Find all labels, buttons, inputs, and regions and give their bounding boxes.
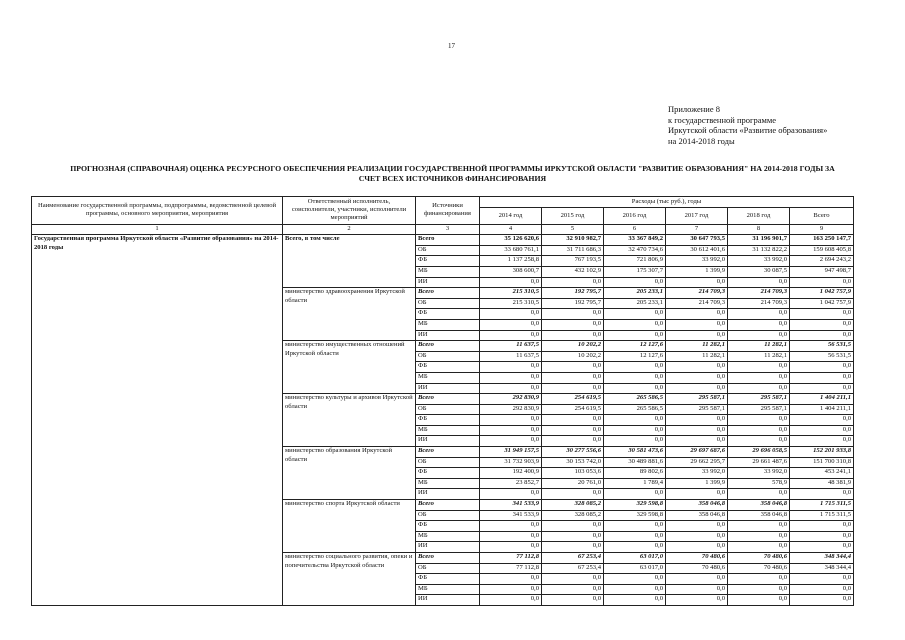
- source-cell: ИИ: [416, 436, 480, 447]
- year-value-cell: 0,0: [604, 436, 666, 447]
- year-value-cell: 295 587,1: [666, 404, 728, 415]
- source-cell: ИИ: [416, 277, 480, 288]
- year-value-cell: 0,0: [480, 542, 542, 553]
- year-value-cell: 0,0: [604, 584, 666, 595]
- header-year-2016: 2016 год: [604, 207, 666, 224]
- col-number: 4: [480, 224, 542, 235]
- total-value-cell: 1 715 311,5: [790, 500, 854, 511]
- year-value-cell: 33 992,0: [666, 468, 728, 479]
- year-value-cell: 11 282,1: [728, 351, 790, 362]
- year-value-cell: 77 112,8: [480, 563, 542, 574]
- year-value-cell: 0,0: [666, 542, 728, 553]
- year-value-cell: 329 598,8: [604, 510, 666, 521]
- total-value-cell: 1 042 757,9: [790, 298, 854, 309]
- total-value-cell: 1 042 757,9: [790, 288, 854, 299]
- year-value-cell: 0,0: [542, 425, 604, 436]
- year-value-cell: 254 619,5: [542, 404, 604, 415]
- heading-line: ПРОГНОЗНАЯ (СПРАВОЧНАЯ) ОЦЕНКА РЕСУРСНОГО ОБЕСПЕЧЕНИЯ РЕАЛИЗАЦИИ ГОСУДАРСТВЕННОЙ ПРОГРАММЫ ИРКУТСКОЙ ОБЛАСТИ "РАЗВИТИЕ ОБРАЗОВАНИЯ" НА 2014-2018 ГОДЫ ЗА: [70, 164, 835, 173]
- year-value-cell: 0,0: [480, 383, 542, 394]
- year-value-cell: 0,0: [542, 372, 604, 383]
- year-value-cell: 0,0: [728, 383, 790, 394]
- year-value-cell: 0,0: [666, 415, 728, 426]
- year-value-cell: 0,0: [604, 595, 666, 606]
- year-value-cell: 0,0: [728, 489, 790, 500]
- year-value-cell: 0,0: [728, 595, 790, 606]
- year-value-cell: 0,0: [480, 372, 542, 383]
- year-value-cell: 0,0: [666, 372, 728, 383]
- source-cell: Всего: [416, 447, 480, 458]
- appendix-line: на 2014-2018 годы: [668, 135, 735, 146]
- col-number: 1: [32, 224, 283, 235]
- total-value-cell: 1 404 211,1: [790, 394, 854, 405]
- year-value-cell: 341 533,9: [480, 510, 542, 521]
- year-value-cell: 295 587,1: [728, 394, 790, 405]
- year-value-cell: 63 017,0: [604, 553, 666, 564]
- year-value-cell: 30 087,5: [728, 266, 790, 277]
- executor-cell: министерство имущественных отношений Иркутской области: [283, 341, 416, 394]
- total-value-cell: 0,0: [790, 436, 854, 447]
- year-value-cell: 0,0: [480, 436, 542, 447]
- year-value-cell: 358 046,8: [728, 510, 790, 521]
- year-value-cell: 214 709,3: [666, 298, 728, 309]
- year-value-cell: 0,0: [542, 574, 604, 585]
- year-value-cell: 0,0: [604, 531, 666, 542]
- header-row: [32, 197, 854, 208]
- year-value-cell: 0,0: [666, 425, 728, 436]
- year-value-cell: 0,0: [604, 330, 666, 341]
- source-cell: МБ: [416, 425, 480, 436]
- total-value-cell: 152 201 933,8: [790, 447, 854, 458]
- year-value-cell: 0,0: [604, 521, 666, 532]
- year-value-cell: 70 480,6: [666, 553, 728, 564]
- year-value-cell: 0,0: [542, 521, 604, 532]
- page-number: 17: [448, 42, 455, 50]
- year-value-cell: 0,0: [666, 531, 728, 542]
- col-number: 2: [283, 224, 416, 235]
- source-cell: ОБ: [416, 351, 480, 362]
- year-value-cell: 89 802,6: [604, 468, 666, 479]
- year-value-cell: 0,0: [728, 584, 790, 595]
- year-value-cell: 103 053,6: [542, 468, 604, 479]
- total-value-cell: 0,0: [790, 425, 854, 436]
- year-value-cell: 0,0: [542, 383, 604, 394]
- year-value-cell: 11 282,1: [666, 341, 728, 352]
- total-value-cell: 163 250 147,7: [790, 235, 854, 246]
- header-executor: Ответственный исполнитель, соисполнители, участники, исполнители мероприятий: [283, 197, 416, 225]
- year-value-cell: 767 193,5: [542, 256, 604, 267]
- year-value-cell: 0,0: [480, 531, 542, 542]
- header-year-2018: 2018 год: [728, 207, 790, 224]
- year-value-cell: 0,0: [542, 309, 604, 320]
- total-value-cell: 0,0: [790, 584, 854, 595]
- col-number: 9: [790, 224, 854, 235]
- year-value-cell: 31 732 903,9: [480, 457, 542, 468]
- year-value-cell: 67 253,4: [542, 563, 604, 574]
- year-value-cell: 0,0: [666, 383, 728, 394]
- table-row: [32, 235, 854, 246]
- year-value-cell: 12 127,6: [604, 351, 666, 362]
- year-value-cell: 1 789,4: [604, 478, 666, 489]
- year-value-cell: 67 253,4: [542, 553, 604, 564]
- year-value-cell: 254 619,5: [542, 394, 604, 405]
- source-cell: ОБ: [416, 404, 480, 415]
- year-value-cell: 30 647 793,5: [666, 235, 728, 246]
- source-cell: Всего: [416, 500, 480, 511]
- year-value-cell: 0,0: [604, 277, 666, 288]
- year-value-cell: 31 132 822,2: [728, 245, 790, 256]
- total-value-cell: 348 344,4: [790, 563, 854, 574]
- year-value-cell: 11 282,1: [666, 351, 728, 362]
- total-value-cell: 56 531,5: [790, 341, 854, 352]
- year-value-cell: 0,0: [604, 309, 666, 320]
- year-value-cell: 0,0: [604, 542, 666, 553]
- year-value-cell: 295 587,1: [666, 394, 728, 405]
- source-cell: МБ: [416, 478, 480, 489]
- total-value-cell: 348 344,4: [790, 553, 854, 564]
- source-cell: ФБ: [416, 256, 480, 267]
- appendix-line: к государственной программе: [668, 114, 777, 125]
- column-numbers-row: [32, 224, 854, 235]
- executor-cell: министерство культуры и архивов Иркутской области: [283, 394, 416, 447]
- year-value-cell: 341 533,9: [480, 500, 542, 511]
- header-total: Всего: [790, 207, 854, 224]
- year-value-cell: 0,0: [480, 415, 542, 426]
- year-value-cell: 0,0: [728, 521, 790, 532]
- heading-line: СЧЕТ ВСЕХ ИСТОЧНИКОВ ФИНАНСИРОВАНИЯ: [358, 174, 547, 183]
- year-value-cell: 33 680 761,1: [480, 245, 542, 256]
- year-value-cell: 0,0: [728, 436, 790, 447]
- total-value-cell: 0,0: [790, 277, 854, 288]
- total-value-cell: 453 241,1: [790, 468, 854, 479]
- program-name-cell: Государственная программа Иркутской области «Развитие образования» на 2014-2018 годы: [32, 235, 283, 606]
- year-value-cell: 0,0: [542, 415, 604, 426]
- source-cell: ОБ: [416, 245, 480, 256]
- col-number: 3: [416, 224, 480, 235]
- year-value-cell: 192 795,7: [542, 288, 604, 299]
- year-value-cell: 0,0: [728, 574, 790, 585]
- total-value-cell: 0,0: [790, 531, 854, 542]
- source-cell: ФБ: [416, 415, 480, 426]
- year-value-cell: 0,0: [542, 330, 604, 341]
- executor-cell: министерство спорта Иркутской области: [283, 500, 416, 553]
- year-value-cell: 329 598,8: [604, 500, 666, 511]
- year-value-cell: 328 085,2: [542, 510, 604, 521]
- col-number: 5: [542, 224, 604, 235]
- year-value-cell: 265 586,5: [604, 394, 666, 405]
- year-value-cell: 0,0: [604, 362, 666, 373]
- year-value-cell: 1 399,9: [666, 266, 728, 277]
- year-value-cell: 1 399,9: [666, 478, 728, 489]
- year-value-cell: 0,0: [604, 489, 666, 500]
- year-value-cell: 0,0: [728, 425, 790, 436]
- year-value-cell: 214 709,3: [666, 288, 728, 299]
- header-year-2017: 2017 год: [666, 207, 728, 224]
- year-value-cell: 0,0: [666, 574, 728, 585]
- total-value-cell: 0,0: [790, 521, 854, 532]
- year-value-cell: 32 470 734,6: [604, 245, 666, 256]
- year-value-cell: 358 046,8: [666, 500, 728, 511]
- total-value-cell: 0,0: [790, 595, 854, 606]
- year-value-cell: 11 637,5: [480, 351, 542, 362]
- source-cell: Всего: [416, 341, 480, 352]
- appendix-line: Иркутской области «Развитие образования»: [668, 125, 828, 135]
- year-value-cell: 328 085,2: [542, 500, 604, 511]
- year-value-cell: 77 112,8: [480, 553, 542, 564]
- year-value-cell: 30 153 742,0: [542, 457, 604, 468]
- appendix-line: Приложение 8: [668, 104, 720, 114]
- source-cell: МБ: [416, 531, 480, 542]
- source-cell: ОБ: [416, 510, 480, 521]
- year-value-cell: 0,0: [542, 362, 604, 373]
- year-value-cell: 0,0: [728, 372, 790, 383]
- year-value-cell: 30 612 401,6: [666, 245, 728, 256]
- year-value-cell: 205 233,1: [604, 288, 666, 299]
- year-value-cell: 31 711 686,3: [542, 245, 604, 256]
- year-value-cell: 29 696 058,5: [728, 447, 790, 458]
- year-value-cell: 0,0: [604, 319, 666, 330]
- year-value-cell: 23 852,7: [480, 478, 542, 489]
- total-value-cell: 0,0: [790, 330, 854, 341]
- year-value-cell: 0,0: [480, 425, 542, 436]
- year-value-cell: 33 992,0: [728, 468, 790, 479]
- year-value-cell: 0,0: [480, 595, 542, 606]
- year-value-cell: 0,0: [542, 319, 604, 330]
- year-value-cell: 0,0: [666, 436, 728, 447]
- year-value-cell: 0,0: [666, 309, 728, 320]
- year-value-cell: 265 586,5: [604, 404, 666, 415]
- year-value-cell: 0,0: [728, 277, 790, 288]
- total-value-cell: 159 608 405,8: [790, 245, 854, 256]
- year-value-cell: 0,0: [666, 584, 728, 595]
- year-value-cell: 0,0: [666, 362, 728, 373]
- source-cell: ФБ: [416, 574, 480, 585]
- year-value-cell: 0,0: [542, 277, 604, 288]
- year-value-cell: 0,0: [728, 542, 790, 553]
- source-cell: МБ: [416, 372, 480, 383]
- year-value-cell: 0,0: [542, 595, 604, 606]
- year-value-cell: 0,0: [480, 319, 542, 330]
- source-cell: МБ: [416, 319, 480, 330]
- year-value-cell: 11 282,1: [728, 341, 790, 352]
- year-value-cell: 0,0: [480, 521, 542, 532]
- year-value-cell: 33 367 849,2: [604, 235, 666, 246]
- source-cell: МБ: [416, 266, 480, 277]
- year-value-cell: 31 196 901,7: [728, 235, 790, 246]
- source-cell: Всего: [416, 394, 480, 405]
- year-value-cell: 70 480,6: [666, 563, 728, 574]
- total-value-cell: 0,0: [790, 309, 854, 320]
- col-number: 7: [666, 224, 728, 235]
- year-value-cell: 192 795,7: [542, 298, 604, 309]
- total-value-cell: 0,0: [790, 489, 854, 500]
- year-value-cell: 0,0: [666, 595, 728, 606]
- year-value-cell: 32 910 982,7: [542, 235, 604, 246]
- resource-table: [31, 196, 854, 606]
- year-value-cell: 0,0: [604, 415, 666, 426]
- year-value-cell: 0,0: [728, 362, 790, 373]
- year-value-cell: 308 600,7: [480, 266, 542, 277]
- total-value-cell: 0,0: [790, 319, 854, 330]
- year-value-cell: 1 137 258,8: [480, 256, 542, 267]
- total-value-cell: 1 404 211,1: [790, 404, 854, 415]
- executor-cell: министерство образования Иркутской области: [283, 447, 416, 500]
- total-value-cell: 0,0: [790, 574, 854, 585]
- year-value-cell: 33 992,0: [728, 256, 790, 267]
- year-value-cell: 578,9: [728, 478, 790, 489]
- year-value-cell: 295 587,1: [728, 404, 790, 415]
- source-cell: ИИ: [416, 542, 480, 553]
- source-cell: ИИ: [416, 595, 480, 606]
- year-value-cell: 215 310,5: [480, 298, 542, 309]
- year-value-cell: 12 127,6: [604, 341, 666, 352]
- source-cell: Всего: [416, 288, 480, 299]
- year-value-cell: 0,0: [542, 542, 604, 553]
- year-value-cell: 0,0: [480, 362, 542, 373]
- header-year-2014: 2014 год: [480, 207, 542, 224]
- year-value-cell: 29 661 487,6: [728, 457, 790, 468]
- total-value-cell: 151 700 310,8: [790, 457, 854, 468]
- source-cell: ФБ: [416, 521, 480, 532]
- source-cell: ФБ: [416, 468, 480, 479]
- total-value-cell: 0,0: [790, 415, 854, 426]
- year-value-cell: 432 102,9: [542, 266, 604, 277]
- year-value-cell: 721 806,9: [604, 256, 666, 267]
- source-cell: ИИ: [416, 489, 480, 500]
- year-value-cell: 0,0: [542, 489, 604, 500]
- year-value-cell: 0,0: [542, 584, 604, 595]
- header-source: Источники финансирования: [416, 197, 480, 225]
- total-value-cell: 48 381,9: [790, 478, 854, 489]
- year-value-cell: 70 480,6: [728, 563, 790, 574]
- year-value-cell: 214 709,3: [728, 298, 790, 309]
- header-program: Наименование государственной программы, подпрограммы, ведомственной целевой программы, основного мероприятия, мероприятия: [32, 197, 283, 225]
- year-value-cell: 70 480,6: [728, 553, 790, 564]
- year-value-cell: 215 310,5: [480, 288, 542, 299]
- year-value-cell: 29 697 687,6: [666, 447, 728, 458]
- year-value-cell: 0,0: [604, 574, 666, 585]
- year-value-cell: 0,0: [666, 330, 728, 341]
- year-value-cell: 0,0: [728, 415, 790, 426]
- total-value-cell: 56 531,5: [790, 351, 854, 362]
- executor-cell: министерство социального развития, опеки и попечительства Иркутской области: [283, 553, 416, 606]
- year-value-cell: 0,0: [728, 319, 790, 330]
- year-value-cell: 0,0: [604, 425, 666, 436]
- year-value-cell: 214 709,3: [728, 288, 790, 299]
- year-value-cell: 358 046,8: [728, 500, 790, 511]
- year-value-cell: 30 581 473,6: [604, 447, 666, 458]
- total-value-cell: 0,0: [790, 542, 854, 553]
- executor-cell: Всего, в том числе: [283, 235, 416, 288]
- source-cell: ОБ: [416, 298, 480, 309]
- col-number: 6: [604, 224, 666, 235]
- total-value-cell: 0,0: [790, 362, 854, 373]
- source-cell: ИИ: [416, 383, 480, 394]
- year-value-cell: 0,0: [480, 277, 542, 288]
- total-value-cell: 1 715 311,5: [790, 510, 854, 521]
- source-cell: ФБ: [416, 309, 480, 320]
- year-value-cell: 0,0: [666, 489, 728, 500]
- year-value-cell: 10 202,2: [542, 351, 604, 362]
- year-value-cell: 292 830,9: [480, 404, 542, 415]
- year-value-cell: 0,0: [666, 277, 728, 288]
- year-value-cell: 205 233,1: [604, 298, 666, 309]
- year-value-cell: 0,0: [604, 383, 666, 394]
- year-value-cell: 31 949 157,5: [480, 447, 542, 458]
- year-value-cell: 0,0: [728, 309, 790, 320]
- total-value-cell: 2 694 243,2: [790, 256, 854, 267]
- total-value-cell: 947 498,7: [790, 266, 854, 277]
- source-cell: ОБ: [416, 457, 480, 468]
- year-value-cell: 0,0: [666, 319, 728, 330]
- source-cell: ФБ: [416, 362, 480, 373]
- year-value-cell: 0,0: [542, 436, 604, 447]
- year-value-cell: 0,0: [480, 489, 542, 500]
- year-value-cell: 0,0: [666, 521, 728, 532]
- year-value-cell: 30 489 881,6: [604, 457, 666, 468]
- year-value-cell: 20 761,0: [542, 478, 604, 489]
- year-value-cell: 0,0: [480, 330, 542, 341]
- appendix-block: [668, 104, 827, 146]
- source-cell: Всего: [416, 553, 480, 564]
- year-value-cell: 175 307,7: [604, 266, 666, 277]
- document-heading: [30, 164, 875, 184]
- year-value-cell: 11 637,5: [480, 341, 542, 352]
- year-value-cell: 0,0: [480, 309, 542, 320]
- header-year-2015: 2015 год: [542, 207, 604, 224]
- year-value-cell: 33 992,0: [666, 256, 728, 267]
- source-cell: ОБ: [416, 563, 480, 574]
- header-expenses: Расходы (тыс руб.), годы: [480, 197, 854, 208]
- year-value-cell: 0,0: [728, 531, 790, 542]
- year-value-cell: 0,0: [728, 330, 790, 341]
- total-value-cell: 0,0: [790, 372, 854, 383]
- source-cell: Всего: [416, 235, 480, 246]
- col-number: 8: [728, 224, 790, 235]
- year-value-cell: 63 017,0: [604, 563, 666, 574]
- year-value-cell: 0,0: [480, 584, 542, 595]
- source-cell: МБ: [416, 584, 480, 595]
- year-value-cell: 292 830,9: [480, 394, 542, 405]
- year-value-cell: 29 662 295,7: [666, 457, 728, 468]
- year-value-cell: 358 046,8: [666, 510, 728, 521]
- year-value-cell: 0,0: [542, 531, 604, 542]
- year-value-cell: 192 400,9: [480, 468, 542, 479]
- executor-cell: министерство здравоохранения Иркутской области: [283, 288, 416, 341]
- year-value-cell: 0,0: [604, 372, 666, 383]
- year-value-cell: 10 202,2: [542, 341, 604, 352]
- year-value-cell: 30 277 556,6: [542, 447, 604, 458]
- total-value-cell: 0,0: [790, 383, 854, 394]
- year-value-cell: 0,0: [480, 574, 542, 585]
- source-cell: ИИ: [416, 330, 480, 341]
- year-value-cell: 35 126 620,6: [480, 235, 542, 246]
